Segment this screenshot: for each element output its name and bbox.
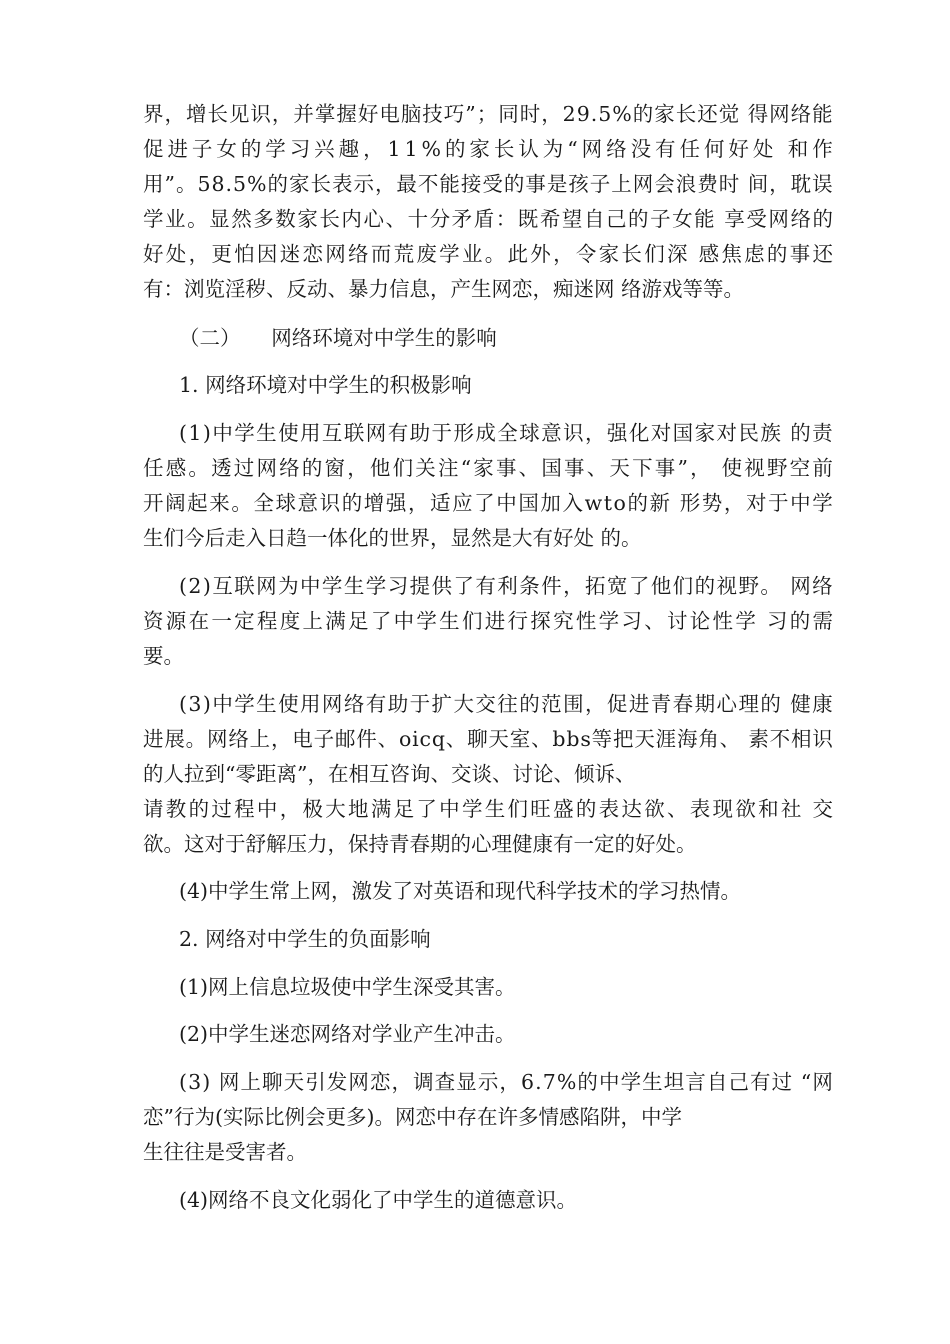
body-line: 开 阔 起 来 。 全 球 意 识 的 增 强 ， 适 应 了 中 国 加 入 w t o 的 新 形 势 ， 对 于 中 学 [143,491,833,515]
subsection-heading: 2. 网络对中学生的负面影响 [179,927,431,951]
body-line: 界 ， 增 长 见 识 ， 并 掌 握 好 电 脑 技 巧 ” ； 同 时 ， 2 9 . 5 % 的 家 长 还 觉 得 网 络 能 [143,102,833,126]
body-line: ( 1 ) 中 学 生 使 用 互 联 网 有 助 于 形 成 全 球 意 识 ， 强 化 对 国 家 对 民 族 的 责 [179,421,833,445]
body-line: (4)中学生常上网，激发了对英语和现代科学技术的学习热情。 [179,879,742,903]
body-line: 资 源 在 一 定 程 度 上 满 足 了 中 学 生 们 进 行 探 究 性 学 习 、 讨 论 性 学 习 的 需 [143,609,833,633]
body-line: 任 感 。 透 过 网 络 的 窗 ， 他 们 关 注 “ 家 事 、 国 事 、 天 下 事 ” ， 使 视 野 空 前 [143,456,833,480]
body-line: 欲。这对于舒解压力，保持青春期的心理健康有一定的好处。 [143,832,697,856]
body-line: (4)网络不良文化弱化了中学生的道德意识。 [179,1188,578,1212]
body-line: ( 2 ) 互 联 网 为 中 学 生 学 习 提 供 了 有 利 条 件 ， 拓 宽 了 他 们 的 视 野 。 网 络 [179,574,833,598]
body-line: 促 进 子 女 的 学 习 兴 趣 ， 1 1 % 的 家 长 认 为 “ 网 络 没 有 任 何 好 处 和 作 [143,137,833,161]
body-line: 好 处 ， 更 怕 因 迷 恋 网 络 而 荒 废 学 业 。 此 外 ， 令 家 长 们 深 感 焦 虑 的 事 还 [143,242,833,266]
body-line: (1)网上信息垃圾使中学生深受其害。 [179,975,516,999]
body-line: 学 业 。 显 然 多 数 家 长 内 心 、 十 分 矛 盾 ： 既 希 望 自 己 的 子 女 能 享 受 网 络 的 [143,207,833,231]
body-line: ( 3 ) 中 学 生 使 用 网 络 有 助 于 扩 大 交 往 的 范 围 ， 促 进 青 春 期 心 理 的 健 康 [179,692,833,716]
body-line: 进 展 。 网 络 上 ， 电 子 邮 件 、 o i c q 、 聊 天 室 、 b b s 等 把 天 涯 海 角 、 素 不 相 识 [143,727,833,751]
body-line: 用 ” 。 5 8 . 5 % 的 家 长 表 示 ， 最 不 能 接 受 的 事 是 孩 子 上 网 会 浪 费 时 间 ， 耽 误 [143,172,833,196]
body-line: 恋”行为(实际比例会更多)。网恋中存在许多情感陷阱，中学 [143,1105,682,1129]
body-line: 有：浏览淫秽、反动、暴力信息，产生网恋，痴迷网 络游戏等等。 [143,277,745,301]
body-line: 生们今后走入日趋一体化的世界，显然是大有好处 的。 [143,526,642,550]
section-heading: （二） 网络环境对中学生的影响 [179,326,497,350]
body-line: ( 3 ) 网 上 聊 天 引 发 网 恋 ， 调 查 显 示 ， 6 . 7 % 的 中 学 生 坦 言 自 己 有 过 “ 网 [179,1070,833,1094]
body-line: 请 教 的 过 程 中 ， 极 大 地 满 足 了 中 学 生 们 旺 盛 的 表 达 欲 、 表 现 欲 和 社 交 [143,797,833,821]
body-line: 的人拉到“零距离”，在相互咨询、交谈、讨论、倾诉、 [143,762,636,786]
subsection-heading: 1. 网络环境对中学生的积极影响 [179,373,472,397]
body-line: 要。 [143,644,184,668]
body-line: 生往往是受害者。 [143,1140,307,1164]
body-line: (2)中学生迷恋网络对学业产生冲击。 [179,1022,516,1046]
